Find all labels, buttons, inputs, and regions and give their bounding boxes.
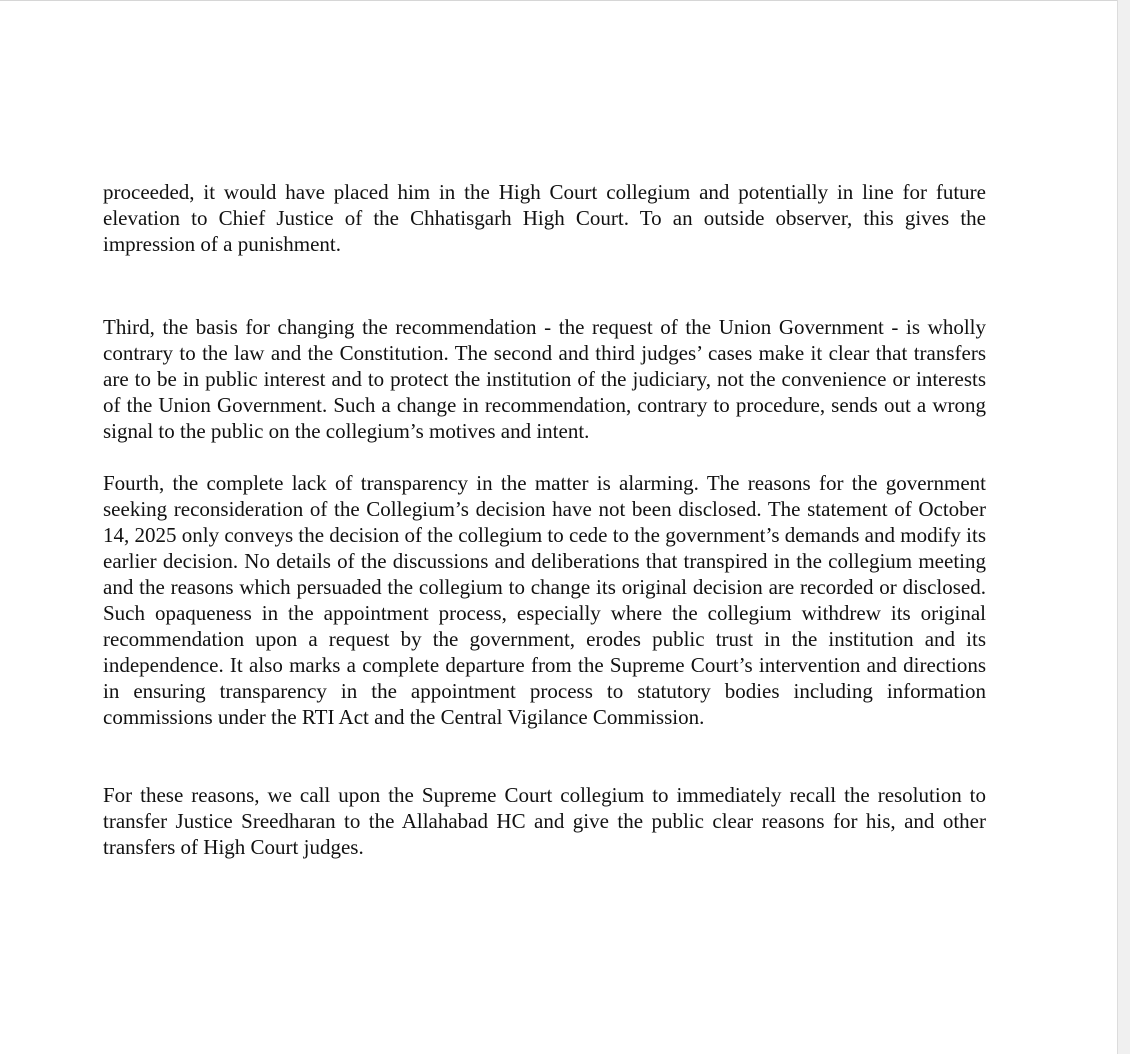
- page-edge: [1117, 0, 1130, 1054]
- paragraph-fourth-point: Fourth, the complete lack of transparency in the matter is alarming. The reasons for the government seeking reconsideration of the Collegium’s decision have not been disclosed. The statement of October 14, 2025 only conveys the decision of the collegium to cede to the government’s demands and modify its earlier decision. No details of the discussions and deliberations that transpired in the collegium meeting and the reasons which persuaded the collegium to change its original decision are recorded or disclosed. Such opaqueness in the appointment process, especially where the collegium withdrew its original recommendation upon a request by the government, erodes public trust in the institution and its independence. It also marks a complete departure from the Supreme Court’s intervention and directions in ensuring transparency in the appointment process to statutory bodies including information commissions under the RTI Act and the Central Vigilance Commission.: [103, 471, 986, 729]
- paragraph-conclusion: For these reasons, we call upon the Supreme Court collegium to immediately recall the resolution to transfer Justice Sreedharan to the Allahabad HC and give the public clear reasons for his, and other transfers of High Court judges.: [103, 783, 986, 859]
- paragraph-continued-punishment: proceeded, it would have placed him in the High Court collegium and potentially in line for future elevation to Chief Justice of the Chhatisgarh High Court. To an outside observer, this gives the impression of a punishment.: [103, 180, 986, 256]
- paragraph-third-point: Third, the basis for changing the recommendation - the request of the Union Government - is wholly contrary to the law and the Constitution. The second and third judges’ cases make it clear that transfers are to be in public interest and to protect the institution of the judiciary, not the convenience or interests of the Union Government. Such a change in recommendation, contrary to procedure, sends out a wrong signal to the public on the collegium’s motives and intent.: [103, 315, 986, 443]
